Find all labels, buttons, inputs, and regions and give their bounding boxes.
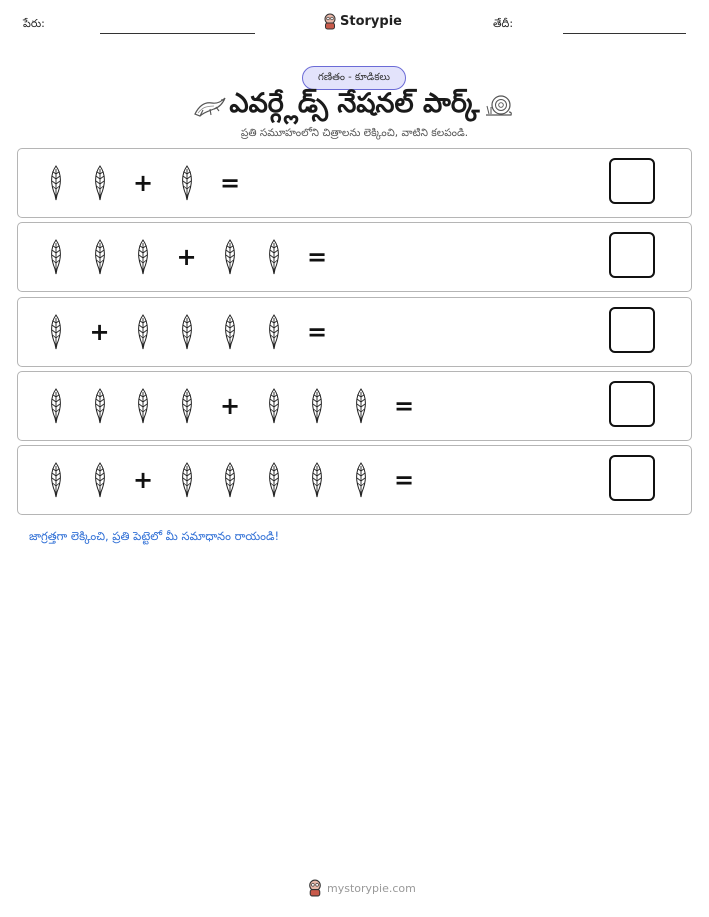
answer-box[interactable]: [609, 232, 655, 278]
problem-row: [17, 222, 692, 292]
plus-sign: +: [89, 317, 110, 346]
leaf-icon: [92, 165, 108, 201]
leaf-icon: [92, 388, 108, 424]
brand-logo: [323, 13, 402, 30]
leaf-icon: [48, 239, 64, 275]
storypie-mascot-icon: [323, 13, 337, 30]
leaf-icon: [266, 462, 282, 498]
footer-site: mystorypie.com: [327, 881, 416, 895]
instructions: ప్రతి సమూహంలోని చిత్రాలను లెక్కించి, వాటిని కలపండి.: [240, 127, 469, 139]
footer-note: జాగ్రత్తగా లెక్కించి, ప్రతి పెట్టెలో మీ సమాధానం రాయండి!: [29, 529, 280, 543]
date-label: తేదీ:: [493, 17, 514, 30]
answer-box[interactable]: [609, 381, 655, 427]
equals-sign: =: [393, 466, 415, 495]
subject-badge: గణితం - కూడికలు: [302, 66, 406, 90]
leaf-icon: [179, 462, 195, 498]
footer: [307, 879, 416, 897]
leaf-icon: [179, 314, 195, 350]
equals-sign: =: [393, 391, 415, 420]
equals-sign: =: [306, 243, 328, 272]
leaf-icon: [135, 239, 151, 275]
name-line[interactable]: [100, 33, 255, 34]
leaf-icon: [309, 462, 325, 498]
answer-box[interactable]: [609, 158, 655, 204]
plus-sign: +: [132, 466, 154, 495]
leaf-icon: [222, 462, 238, 498]
plus-sign: +: [176, 243, 197, 272]
leaf-icon: [266, 314, 282, 350]
equals-sign: =: [306, 317, 328, 346]
leaf-icon: [353, 462, 369, 498]
leaf-icon: [92, 462, 108, 498]
problem-row: [17, 297, 692, 367]
equals-sign: =: [219, 169, 241, 197]
page-title: ఎవర్గ్లేడ్స్ నేషనల్ పార్క్: [229, 88, 480, 119]
leaf-icon: [266, 239, 282, 275]
leaf-icon: [179, 388, 195, 424]
name-label: పేరు:: [23, 17, 45, 30]
leaf-icon: [48, 462, 64, 498]
leaf-icon: [48, 314, 64, 350]
leaf-icon: [353, 388, 369, 424]
problem-row: [17, 371, 692, 441]
leaf-icon: [266, 388, 282, 424]
leaf-icon: [222, 239, 238, 275]
leaf-icon: [179, 165, 195, 201]
plus-sign: +: [132, 169, 154, 197]
leaf-icon: [48, 165, 64, 201]
brand-name: Storypie: [340, 14, 402, 29]
leaf-icon: [92, 239, 108, 275]
snail-icon: [484, 93, 514, 119]
answer-box[interactable]: [609, 307, 655, 353]
problem-row: [17, 445, 692, 515]
date-line[interactable]: [563, 33, 686, 34]
answer-box[interactable]: [609, 455, 655, 501]
leaf-icon: [48, 388, 64, 424]
leaf-icon: [135, 388, 151, 424]
storypie-mascot-icon: [307, 879, 323, 897]
leaf-icon: [135, 314, 151, 350]
plus-sign: +: [219, 391, 241, 420]
problem-row: [17, 148, 692, 218]
leaf-icon: [309, 388, 325, 424]
leaf-icon: [222, 314, 238, 350]
